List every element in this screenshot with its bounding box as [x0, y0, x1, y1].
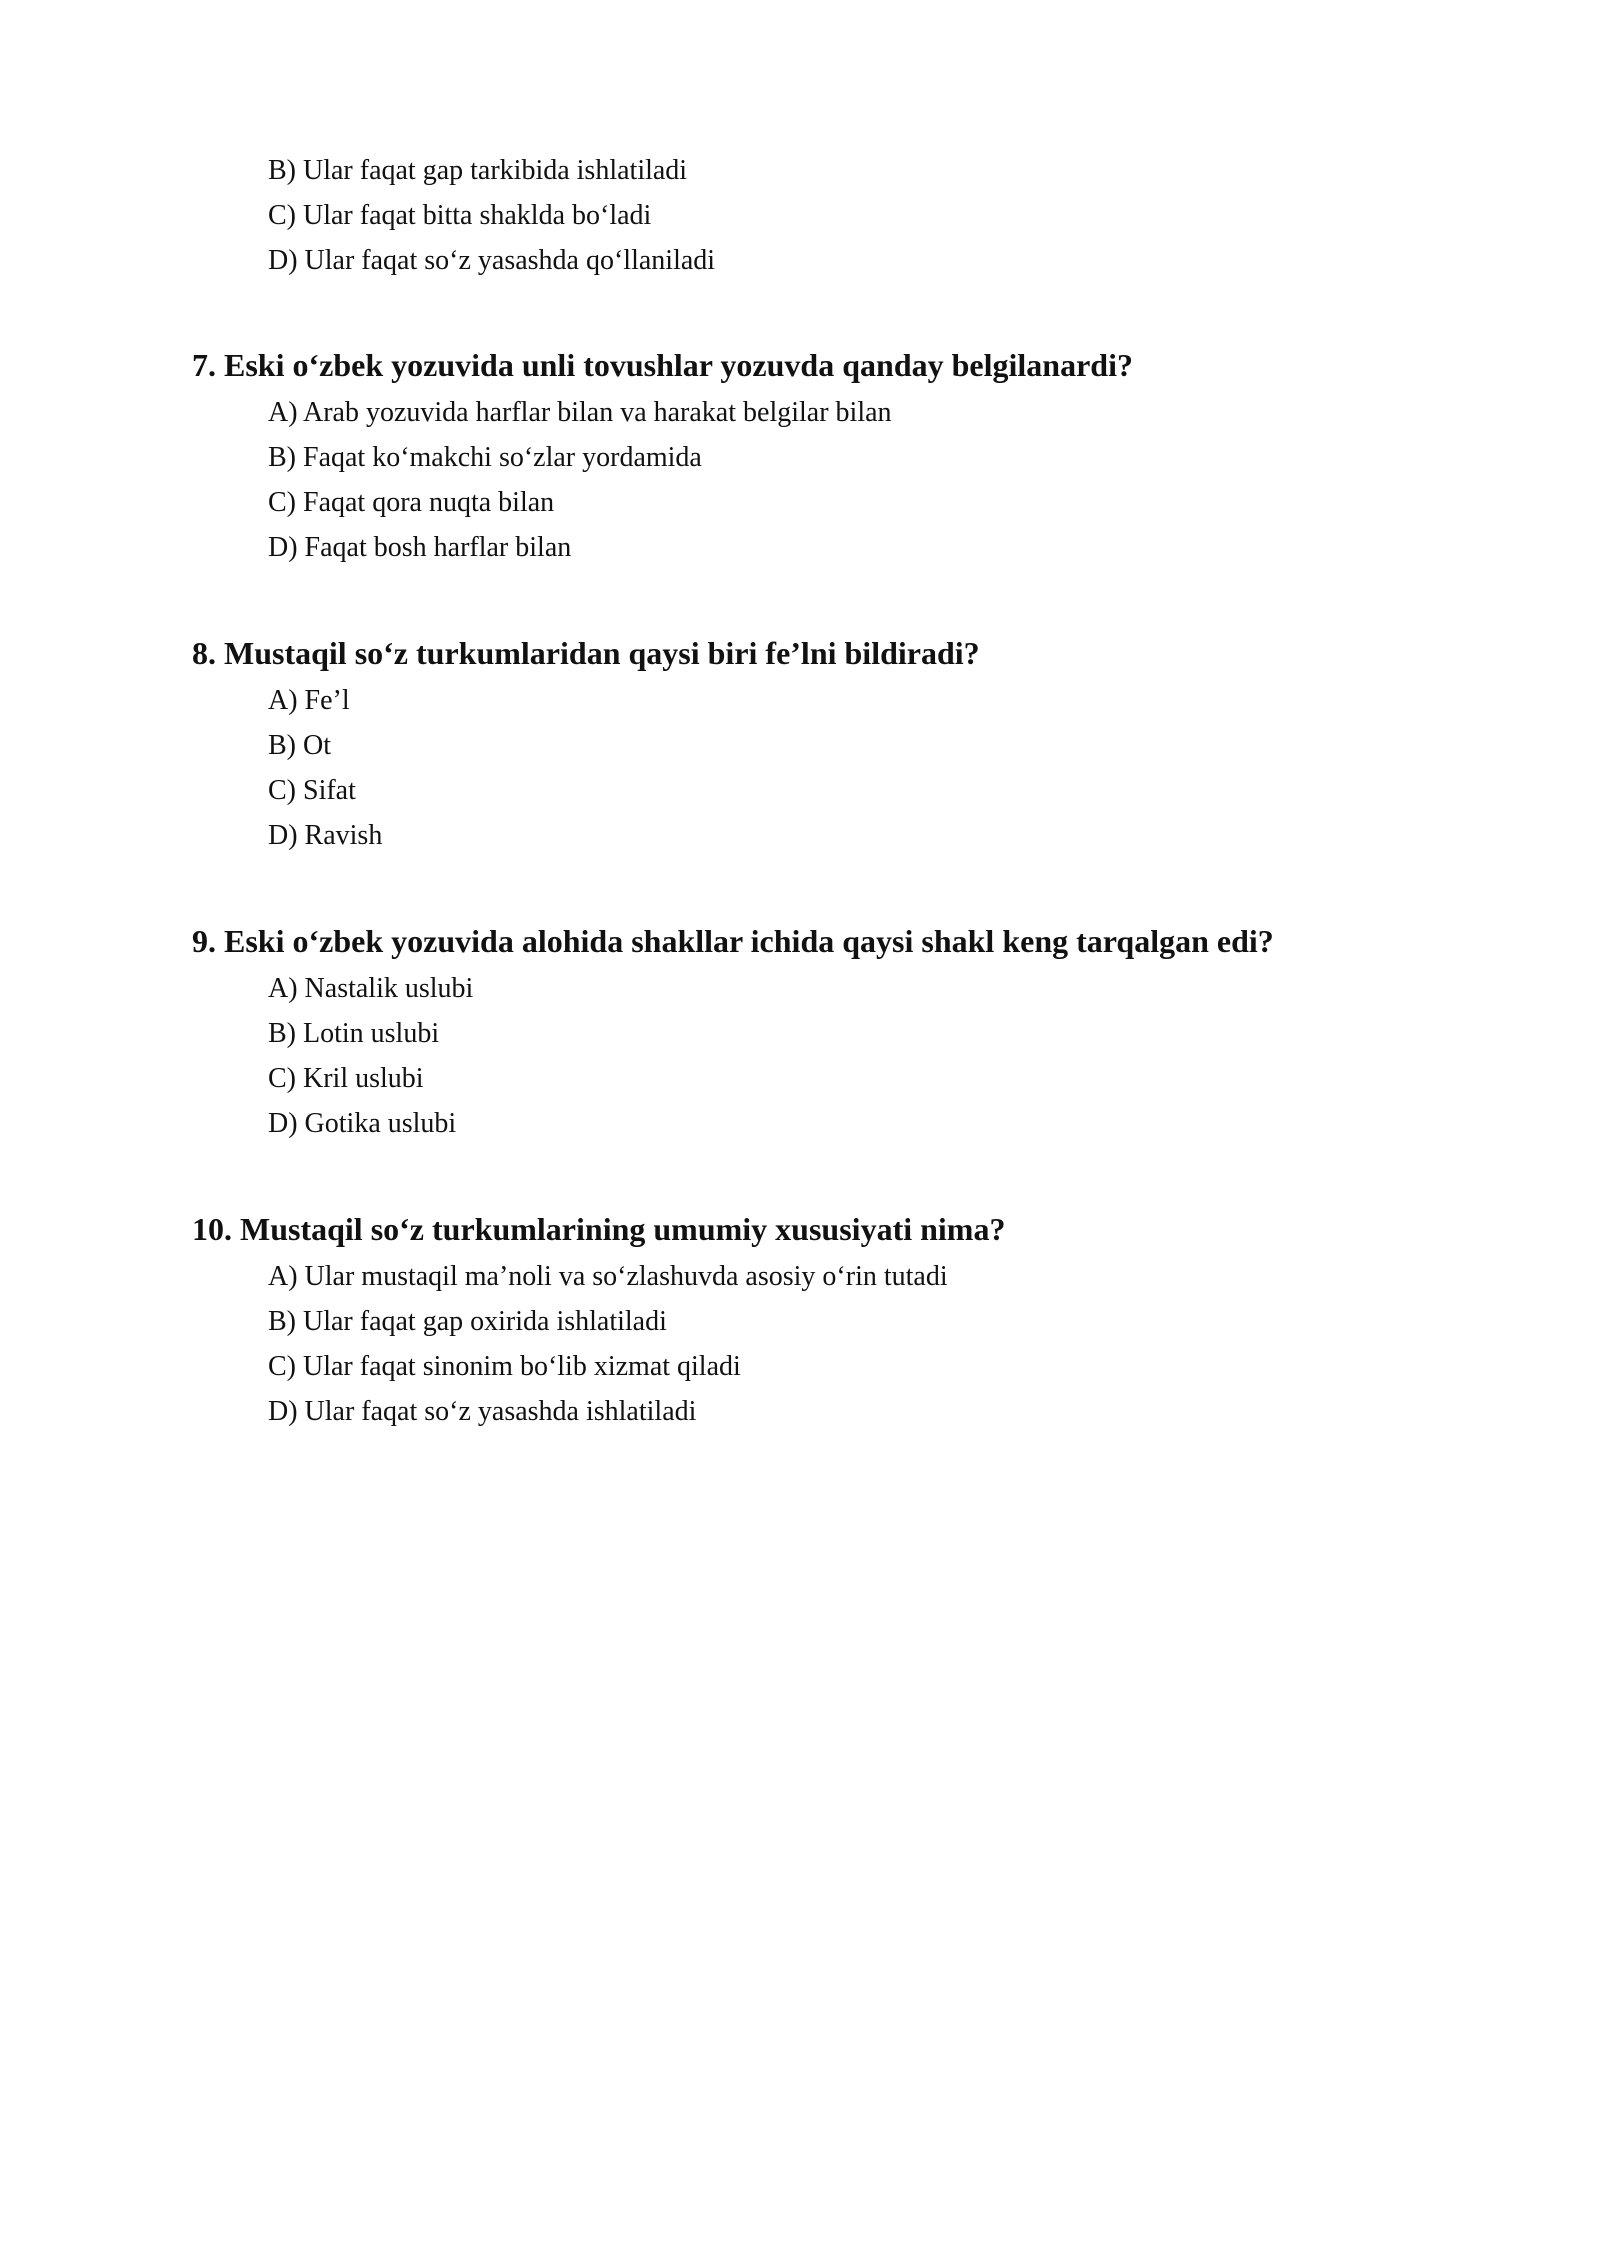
continuation-options [268, 148, 715, 283]
question-8 [192, 631, 980, 858]
question-7 [192, 343, 1133, 570]
option-a: A) Nastalik uslubi [268, 973, 474, 1004]
option-d: D) Gotika uslubi [268, 1108, 457, 1139]
question-options [268, 678, 980, 858]
option-c: C) Faqat qora nuqta bilan [268, 487, 555, 518]
option-d: D) Ular faqat so‘z yasashda qo‘llaniladi [268, 245, 716, 276]
question-title: 7. Eski o‘zbek yozuvida unli tovushlar yozuvda qanday belgilanardi? [192, 347, 1133, 383]
option-c: C) Ular faqat sinonim bo‘lib xizmat qiladi [268, 1351, 741, 1382]
question-options [268, 1254, 1005, 1434]
question-10 [192, 1207, 1005, 1434]
option-c: C) Sifat [268, 775, 356, 806]
option-a: A) Arab yozuvida harflar bilan va harakat belgilar bilan [268, 397, 892, 428]
option-d: D) Faqat bosh harflar bilan [268, 532, 572, 563]
option-a: A) Ular mustaqil ma’noli va so‘zlashuvda asosiy o‘rin tutadi [268, 1261, 948, 1292]
question-options [268, 390, 1133, 570]
option-d: D) Ular faqat so‘z yasashda ishlatiladi [268, 1396, 697, 1427]
option-b: B) Ot [268, 730, 331, 761]
question-9 [192, 919, 1274, 1146]
question-title: 9. Eski o‘zbek yozuvida alohida shakllar ichida qaysi shakl keng tarqalgan edi? [192, 923, 1274, 959]
option-c: C) Kril uslubi [268, 1063, 424, 1094]
question-title: 10. Mustaqil so‘z turkumlarining umumiy xususiyati nima? [192, 1211, 1006, 1247]
option-b: B) Faqat ko‘makchi so‘zlar yordamida [268, 442, 702, 473]
option-a: A) Fe’l [268, 685, 350, 716]
option-b: B) Lotin uslubi [268, 1018, 440, 1049]
option-b: B) Ular faqat gap tarkibida ishlatiladi [268, 155, 688, 186]
question-options [268, 966, 1274, 1146]
question-title: 8. Mustaqil so‘z turkumlaridan qaysi biri fe’lni bildiradi? [192, 635, 980, 671]
option-d: D) Ravish [268, 820, 383, 851]
option-b: B) Ular faqat gap oxirida ishlatiladi [268, 1306, 667, 1337]
option-c: C) Ular faqat bitta shaklda bo‘ladi [268, 200, 652, 231]
